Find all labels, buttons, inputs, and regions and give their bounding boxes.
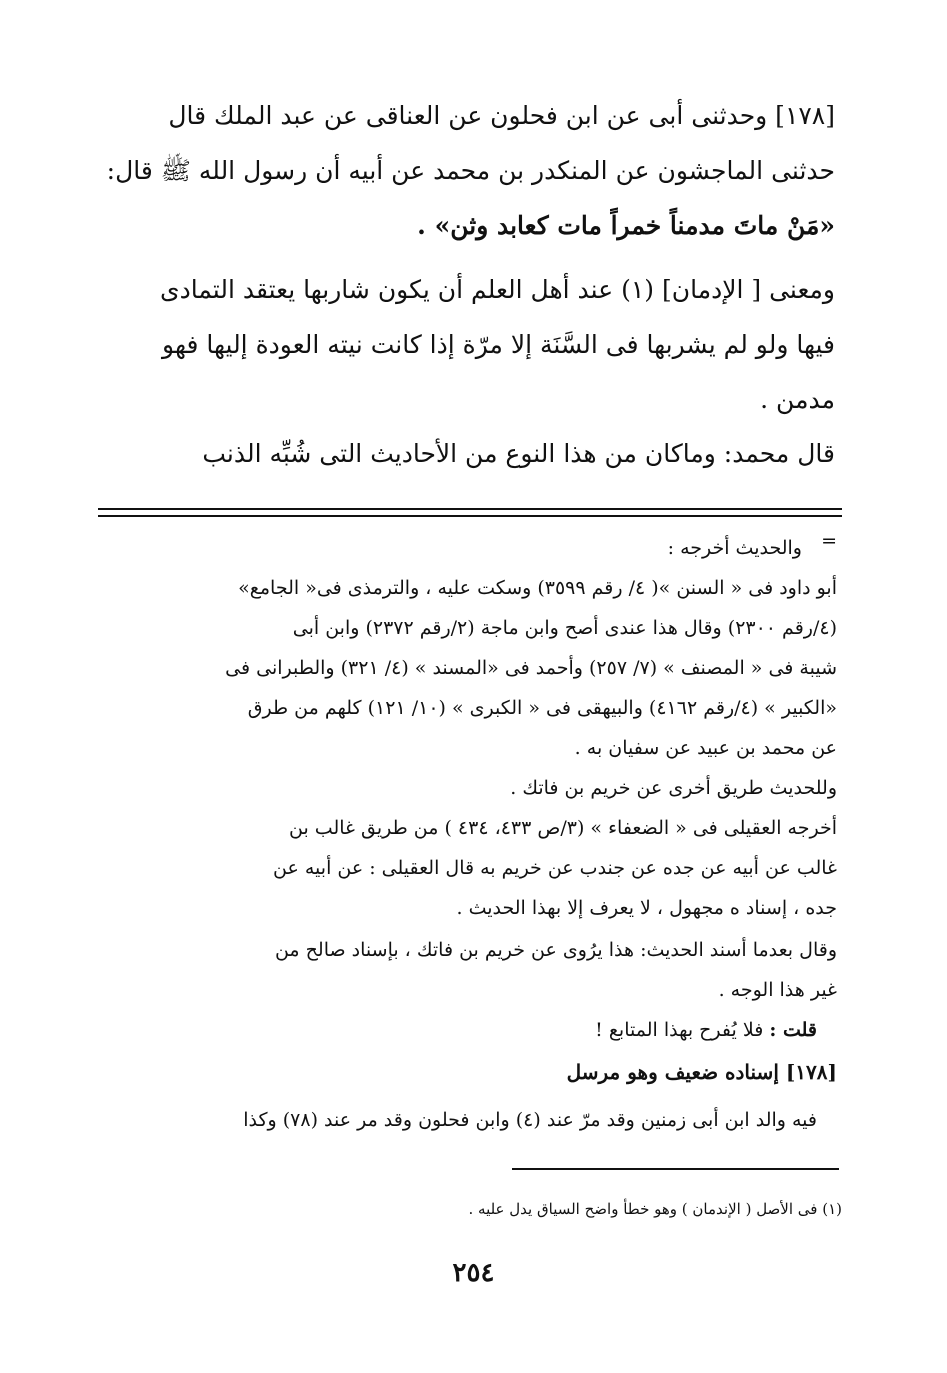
separator-rule [98,515,842,517]
main-line: مدمن . [760,385,835,414]
footnote-line: أبو داود فى « السنن »( ٤/ رقم ٣٥٩٩) وسكت عليه ، والترمذى فى« الجامع» [238,577,837,599]
main-line-hadith-quote: «مَنْ ماتَ مدمناً خمراً مات كعابد وثن» . [417,211,835,240]
main-line: حدثنى الماجشون عن المنكدر بن محمد عن أبيه أن رسول الله ﷺ قال: [106,156,835,185]
remark-label: قلت : [769,1019,817,1041]
footnote-line: وللحديث طريق أخرى عن خريم بن فاتك . [510,777,837,799]
footnote-line: أخرجه العقيلى فى « الضعفاء » (٣/ص ٤٣٣، ٤٣٤ ) من طريق غالب بن [289,817,837,839]
remark-text: فلا يُفرح بهذا المتابع ! [595,1019,770,1041]
footnote-line: فيه والد ابن أبى زمنين وقد مرّ عند (٤) وابن فحلون وقد مر عند (٧٨) وكذا [243,1109,817,1131]
footnote-line: غير هذا الوجه . [718,979,837,1001]
footnote-line: غالب عن أبيه عن جده عن جندب عن خريم به قال العقيلى : عن أبيه عن [273,857,837,879]
main-line: [١٧٨] وحدثنى أبى عن ابن فحلون عن العناقى عن عبد الملك قال [168,101,835,130]
page-number: ٢٥٤ [452,1258,495,1288]
footnote-line: شيبة فى « المصنف » (٧/ ٢٥٧) وأحمد فى «المسند » (٤/ ٣٢١) والطبرانى فى [225,657,837,679]
grading-heading: [١٧٨] إسناده ضعيف وهو مرسل [566,1060,837,1084]
main-line: فيها ولو لم يشربها فى السَّنَة إلا مرّة إذا كانت نيته العودة إليها فهو [162,330,835,359]
main-line: قال محمد: وماكان من هذا النوع من الأحاديث التى شُبِّه الذنب [202,439,835,468]
footnote-line: وقال بعدما أسند الحديث: هذا يرُوى عن خريم بن فاتك ، بإسناد صالح من [274,939,837,961]
footnote-line: عن محمد بن عبيد عن سفيان به . [574,737,837,759]
footnote-line [100,1010,817,1050]
bottom-footnote: (١) فى الأصل ( الإندمان ) وهو خطأ واضح السياق يدل عليه . [468,1200,842,1218]
note-rule [512,1168,839,1170]
footnote-line: والحديث أخرجه : [667,537,802,559]
continuation-marker: = [821,530,837,552]
footnote-line: جده ، إسناد ه مجهول ، لا يعرف إلا بهذا الحديث . [456,897,837,919]
footnote-line: «الكبير » (٤/رقم ٤١٦٢) والبيهقى فى « الكبرى » (١٠/ ١٢١) كلهم من طرق [247,697,837,719]
footnote-line: (٤/رقم ٢٣٠٠) وقال هذا عندى أصح وابن ماجة (٢/رقم ٢٣٧٢) وابن أبى [292,617,837,639]
main-line: ومعنى [ الإدمان] (١) عند أهل العلم أن يكون شاربها يعتقد التمادى [160,275,835,304]
separator-rule [98,508,842,510]
